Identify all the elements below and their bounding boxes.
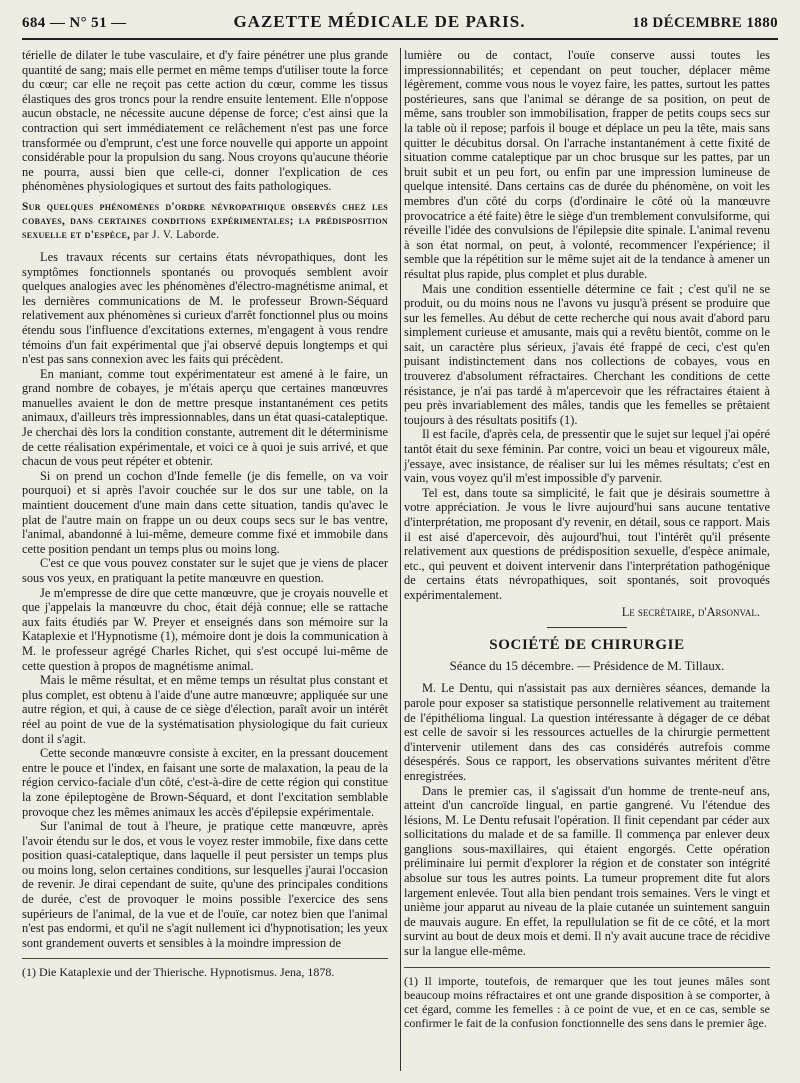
right-column xyxy=(396,48,770,1083)
section-title: SOCIÉTÉ DE CHIRURGIE xyxy=(489,637,685,654)
signature: Le secrétaire, d'Arsonval. xyxy=(621,604,760,619)
paragraph: M. Le Dentu, qui n'assistait pas aux dernières séances, demande la parole pour exposer sa statistique personnelle relativement au traitement de l'épithélioma lingual. La question intéressante à dégager de ce débat est celle de savoir si les ressources actuelles de la chirurgie permettent d'intervenir utilement dans des cas considérés autrefois comme désespérés. Sous ce rapport, les observations suivantes méritent d'être enregistrées. xyxy=(404,681,770,783)
paragraph: Cette seconde manœuvre consiste à exciter, en la pressant doucement entre le pouce et l'index, en faisant une sorte de malaxation, la peau de la région cervico-faciale d'un côté, c'est-à-dire de cette région qui constitue la zone épileptogène de Brown-Séquard, et dont l'excitation semblable provoque chez les mêmes animaux les accès d'épilepsie expérimentale. xyxy=(22,746,388,819)
paragraph: térielle de dilater le tube vasculaire, et d'y faire pénétrer une plus grande quantité de sang; mais elle permet en même temps d'utiliser toute la force du cœur; car elle ne reçoit pas cette action du cœur, comme les tissus élastiques des gros troncs pour la rendre ensuite lentement. Elle n'oppose aucun obstacle, ne nécessite aucune dépense de force; c'est ainsi que la contraction qui sert immédiatement ce relâchement n'est pas une force transformée ou d'emprunt, c'est une force nouvelle qui apporte un appoint considérable pour la propulsion du sang. Nous croyons qu'aucune théorie ne pourra, aussi bien que celle-ci, donner l'explication de ces phénomènes physiologiques et surtout des faits pathologiques. xyxy=(22,48,388,194)
footnote-divider xyxy=(22,958,388,959)
paragraph: Si on prend un cochon d'Inde femelle (je dis femelle, on va voir pourquoi) et si après l'avoir couchée sur le dos sur une table, on la maintient doucement d'une main dans cette situation, tandis qu'avec le plat de l'autre main on frappe un ou deux coups secs sur le bas ventre, l'animal, abandonné à lui-même, demeure comme fixé et immobile dans cette position pendant un temps plus ou moins long. xyxy=(22,468,388,556)
paragraph: Tel est, dans toute sa simplicité, le fait que je désirais soumettre à votre appréciation. Je vous le livre aujourd'hui sans aucune tentative d'interprétation, me proposant d'y revenir, en détail, sous ce rapport. Mais il est aisé d'apercevoir, dès aujourd'hui, tout l'intérêt qu'il présente relativement aux questions de prédisposition sexuelle, d'espèce animale, etc., qui peuvent et doivent intervenir dans l'interprétation pathogénique de certains états névropathiques, soit spontanés, soit provoqués expérimentalement. xyxy=(404,485,770,602)
issue-date: 18 DÉCEMBRE 1880 xyxy=(632,15,778,31)
paragraph: Mais le même résultat, et en même temps un résultat plus constant et plus complet, est obtenu à l'aide d'une autre manœuvre; appliquée sur une autre région, et qui, à cause de ce siège d'élection, paraît avoir un intérêt réel au point de vue de la systématisation physiologique du fait curieux dont il s'agit. xyxy=(22,673,388,746)
footnote-divider xyxy=(404,967,770,968)
paragraph: Sur l'animal de tout à l'heure, je pratique cette manœuvre, après l'avoir étendu sur le dos, et vous le voyez rester immobile, fixe dans cette position quasi-cataleptique, dans laquelle il peut persister un temps plus ou moins long, selon certaines conditions, sur lesquelles j'aurai l'occasion de revenir. Je dirai cependant de suite, qu'une des principales conditions de durée, c'est de provoquer le moins possible l'exercice des sens supérieurs de l'animal, de la vue et de l'ouïe, car notez bien que l'animal n'est pas endormi, et qu'il ne s'agit nullement ici d'hypnotisation; les yeux sont grandement ouverts et sensibles à la moindre impression de xyxy=(22,819,388,950)
paragraph: En maniant, comme tout expérimentateur est amené à le faire, un grand nombre de cobayes, je m'étais aperçu que certaines manœuvres manuelles avaient le don de mettre presque instantanément ces petits animaux, d'ailleurs très impressionnables, dans un état quasi-cataleptique. Je cherchai dès lors la condition constante, autrement dit le déterminisme de cette réalisation expérimentale, et voici ce à quoi je suis arrivé, et que chacun de vous peut répéter et obtenir. xyxy=(22,366,388,469)
paragraph: Les travaux récents sur certains états névropathiques, dont les symptômes fonctionnels spontanés ou provoqués semblent avoir quelques analogies avec les phénomènes d'électro-magnétisme animal, et les dernières communications de M. le professeur Brown-Séquard relativement aux phénomènes si curieux d'arrêt fonctionnel plus ou moins étendu sous l'influence d'excitations externes, m'engagent à vous rendre témoins d'un fait expérimental que j'ai observé depuis longtemps et qui n'est pas sans connexion avec les faits qui précèdent. xyxy=(22,249,388,367)
session-line: Séance du 15 décembre. — Présidence de M. Tillaux. xyxy=(449,658,725,673)
article-author: par J. V. Laborde. xyxy=(130,228,220,241)
journal-title: GAZETTE MÉDICALE DE PARIS. xyxy=(233,12,526,31)
paragraph: Mais une condition essentielle détermine ce fait ; c'est qu'il ne se produit, ou du moins nous ne l'avons vu jusqu'à présent se produire que sur les femelles. Au début de cette recherche qui nous avait d'abord paru simplement curieuse et amusante, mais qui a revêtu bientôt, comme on le sait, un caractère plus sérieux, j'avais été frappé de ceci, c'est qu'en puisant indistinctement dans nos collections de cobayes, vous en trouverez d'absolument réfractaires. Cherchant les conditions de cette résistance, je n'ai pas tardé à m'apercevoir que les réfractaires étaient à peu près invariablement des mâles, tandis que les femelles se prêtaient toujours à des résultats positifs (1). xyxy=(404,281,770,427)
paragraph: Il est facile, d'après cela, de pressentir que le sujet sur lequel j'ai opéré tantôt était du sexe féminin. Par contre, voici un beau et vigoureux mâle, j'essaye, avec insistance, de réaliser sur lui les mêmes résultats; c'est en vain, vous voyez qu'il m'est impossible d'y parvenir. xyxy=(404,427,770,486)
paragraph: Je m'empresse de dire que cette manœuvre, que je croyais nouvelle et que j'appelais la manœuvre du choc, était déjà connue; elle se rattache aux faits étudiés par W. Preyer et enseignés dans son mémoire sur la Kataplexie et l'Hypnotisme (1), mémoire dont je dois la communication à M. le professeur agrégé Charles Richet, qui s'est occupé lui-même de cette question à propos de magnétisme animal. xyxy=(22,585,388,673)
columns xyxy=(22,48,778,1083)
article-heading xyxy=(22,200,388,242)
footnote: (1) Die Kataplexie und der Thierische. Hypnotismus. Jena, 1878. xyxy=(22,965,335,980)
page-number: 684 — N° 51 — xyxy=(22,15,127,31)
article-title: Sur quelques phénomènes d'ordre névropathique observés chez les cobayes, dans certaines conditions expérimentales; la prédisposition sexuelle et d'espèce, xyxy=(22,200,388,241)
left-column xyxy=(22,48,396,1083)
page-header xyxy=(22,12,778,40)
column-divider xyxy=(400,48,401,1071)
paragraph: C'est ce que vous pouvez constater sur le sujet que je viens de placer sous vos yeux, en pratiquant la petite manœuvre en question. xyxy=(22,556,388,585)
footnote: (1) Il importe, toutefois, de remarquer que les tout jeunes mâles sont beaucoup moins réfractaires et ont une grande disposition à se comporter, à cet égard, comme les femelles : à ce point de vue, et en ce cas, semble se confirmer le fait de la confusion fonctionnelle des sens dans le premier âge. xyxy=(404,973,770,1030)
paragraph: lumière ou de contact, l'ouïe conserve aussi toutes les impressionnabilités; et cependant on peut toucher, déplacer même légèrement, comme vous nous le voyez faire, les pattes, surtout les pattes postérieures, sans que l'animal se dérange de sa position, on peut de même, sans troubler son immobilisation, frapper de petits coups secs sur la table où il repose; parfois il bouge et déplace un peu la tête, mais sans quitter le décubitus dorsal. On l'arrache instantanément à cette fixité de situation comme cataleptique par un choc brusque sur les pattes, par un bruit subit et un peu fort, ou enfin par une impression lumineuse de quelque intensité. Dans certains cas de durée du phénomène, on voit les membres d'un côté du corps (d'ordinaire le côté où la manœuvre provocatrice a été faite) être le siège d'un tremblement convulsiforme, qui réveille l'idée des convulsions de l'épilepsie dite spinale. L'animal revenu à son état normal, on peut, à volonté, recommencer l'expérience; il semble que la répétition sur le même sujet ait de la tendance à amener un résultat plus rapide, plus complet et plus durable. xyxy=(404,48,770,281)
section-divider xyxy=(547,627,627,628)
paragraph: Dans le premier cas, il s'agissait d'un homme de trente-neuf ans, atteint d'un cancroïde lingual, en partie gangrené. Vu l'étendue des lésions, M. Le Dentu refusait l'opération. Il finit cependant par céder aux sollicitations du malade et de sa famille. Il commença par enlever deux ganglions sous-maxillaires, qui étaient engorgés. Cette opération préliminaire lui permit d'explorer la région et de constater son intégrité absolue sur tous les autres points. La tumeur proprement dite fut alors largement enlevée. Tout alla bien pendant trois semaines. Vers le vingt et unième jour apparut au niveau de la plaie cutanée un suintement sanguin de mauvais augure. En effet, la repullulation se fit de ce côté, et la mort survint au bout de deux mois et demi. Il n'y avait aucune trace de récidive sur la langue elle-même. xyxy=(404,783,770,959)
